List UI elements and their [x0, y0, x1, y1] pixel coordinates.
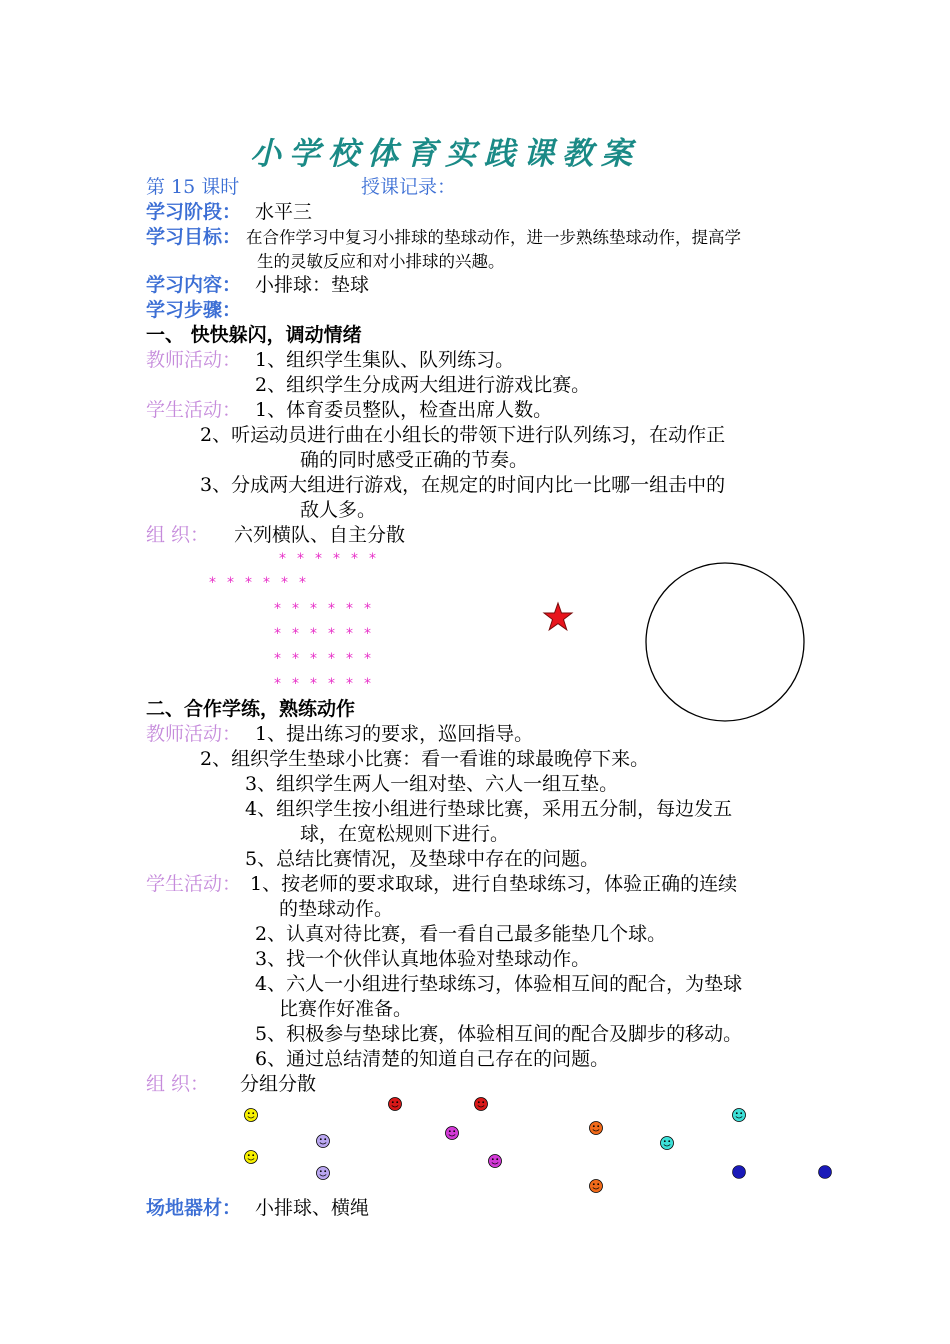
formation-row: ******	[274, 676, 382, 692]
smiley-icon	[245, 1109, 258, 1122]
smiley-icon	[489, 1155, 502, 1168]
section2-student-label: 学生活动：	[146, 873, 242, 895]
section1-org-value: 六列横队、自主分散	[234, 524, 406, 546]
smiley-icon	[389, 1098, 402, 1111]
section2-teacher-item: 4、组织学生按小组进行垫球比赛，采用五分制，每边发五	[245, 798, 733, 820]
formation-row: ******	[274, 601, 382, 617]
section2-heading: 二、合作学练，熟练动作	[146, 698, 356, 720]
circle-area-icon	[646, 563, 804, 721]
section1-student-item: 1、体育委员整队，检查出席人数。	[255, 399, 553, 421]
section2-student-item: 6、通过总结清楚的知道自己存在的问题。	[255, 1048, 610, 1070]
section2-student-item: 1、按老师的要求取球，进行自垫球练习，体验正确的连续	[250, 873, 738, 895]
section2-student-item: 5、积极参与垫球比赛，体验相互间的配合及脚步的移动。	[255, 1023, 743, 1045]
formation-row: ******	[274, 626, 382, 642]
content-label: 学习内容：	[146, 274, 242, 296]
star-icon	[544, 603, 572, 630]
section2-teacher-item: 5、总结比赛情况，及垫球中存在的问题。	[245, 848, 600, 870]
formation-row: ******	[209, 575, 317, 591]
section2-student-item: 比赛作好准备。	[279, 998, 413, 1020]
lesson-number: 第 15 课时	[146, 176, 240, 198]
section2-student-item: 3、找一个伙伴认真地体验对垫球动作。	[255, 948, 591, 970]
section2-org-value: 分组分散	[240, 1073, 317, 1095]
smiley-icon	[446, 1127, 459, 1140]
section1-student-item: 2、听运动员进行曲在小组长的带领下进行队列练习，在动作正	[200, 424, 726, 446]
equipment-value: 小排球、横绳	[255, 1197, 370, 1219]
section1-teacher-label: 教师活动：	[146, 349, 242, 371]
smiley-icon	[590, 1122, 603, 1135]
smiley-icon	[661, 1137, 674, 1150]
smiley-icon	[475, 1098, 488, 1111]
smiley-icon	[245, 1151, 258, 1164]
stage-value: 水平三	[255, 201, 313, 223]
formation-row: ******	[279, 551, 387, 567]
section2-student-item: 2、认真对待比赛，看一看自己最多能垫几个球。	[255, 923, 667, 945]
formation-row: ******	[274, 651, 382, 667]
section1-student-label: 学生活动：	[146, 399, 242, 421]
section2-student-item: 4、六人一小组进行垫球练习，体验相互间的配合，为垫球	[255, 973, 743, 995]
section2-teacher-item: 3、组织学生两人一组对垫、六人一组互垫。	[245, 773, 619, 795]
section1-student-item: 确的同时感受正确的节奏。	[300, 449, 529, 471]
content-value: 小排球：垫球	[255, 274, 370, 296]
section2-teacher-item: 2、组织学生垫球小比赛：看一看谁的球最晚停下来。	[200, 748, 650, 770]
section1-org-label: 组 织：	[146, 524, 210, 546]
steps-label: 学习步骤：	[146, 299, 242, 321]
smiley-icon	[317, 1167, 330, 1180]
section1-student-item: 3、分成两大组进行游戏，在规定的时间内比一比哪一组击中的	[200, 474, 726, 496]
section2-teacher-item: 球，在宽松规则下进行。	[300, 823, 510, 845]
section2-teacher-item: 1、提出练习的要求，巡回指导。	[255, 723, 534, 745]
blue-dot-icon	[733, 1166, 746, 1179]
goal-line-1: 在合作学习中复习小排球的垫球动作，进一步熟练垫球动作，提高学	[246, 228, 741, 247]
section2-teacher-label: 教师活动：	[146, 723, 242, 745]
section1-heading: 一、 快快躲闪，调动情绪	[146, 324, 362, 346]
smiley-icon	[590, 1180, 603, 1193]
section2-org-label: 组 织：	[146, 1073, 210, 1095]
stage-label: 学习阶段：	[146, 201, 242, 223]
section1-teacher-item: 1、组织学生集队、队列练习。	[255, 349, 515, 371]
record-label: 授课记录：	[361, 176, 457, 198]
section2-student-item: 的垫球动作。	[279, 898, 394, 920]
goal-line-2: 生的灵敏反应和对小排球的兴趣。	[257, 252, 505, 271]
page-title: 小学校体育实践课教案	[250, 136, 640, 172]
section1-teacher-item: 2、组织学生分成两大组进行游戏比赛。	[255, 374, 591, 396]
smiley-icon	[317, 1135, 330, 1148]
blue-dot-icon	[819, 1166, 832, 1179]
equipment-label: 场地器材：	[146, 1197, 242, 1219]
section1-student-item: 敌人多。	[300, 499, 377, 521]
goal-label: 学习目标：	[146, 226, 242, 248]
smiley-icon	[733, 1109, 746, 1122]
